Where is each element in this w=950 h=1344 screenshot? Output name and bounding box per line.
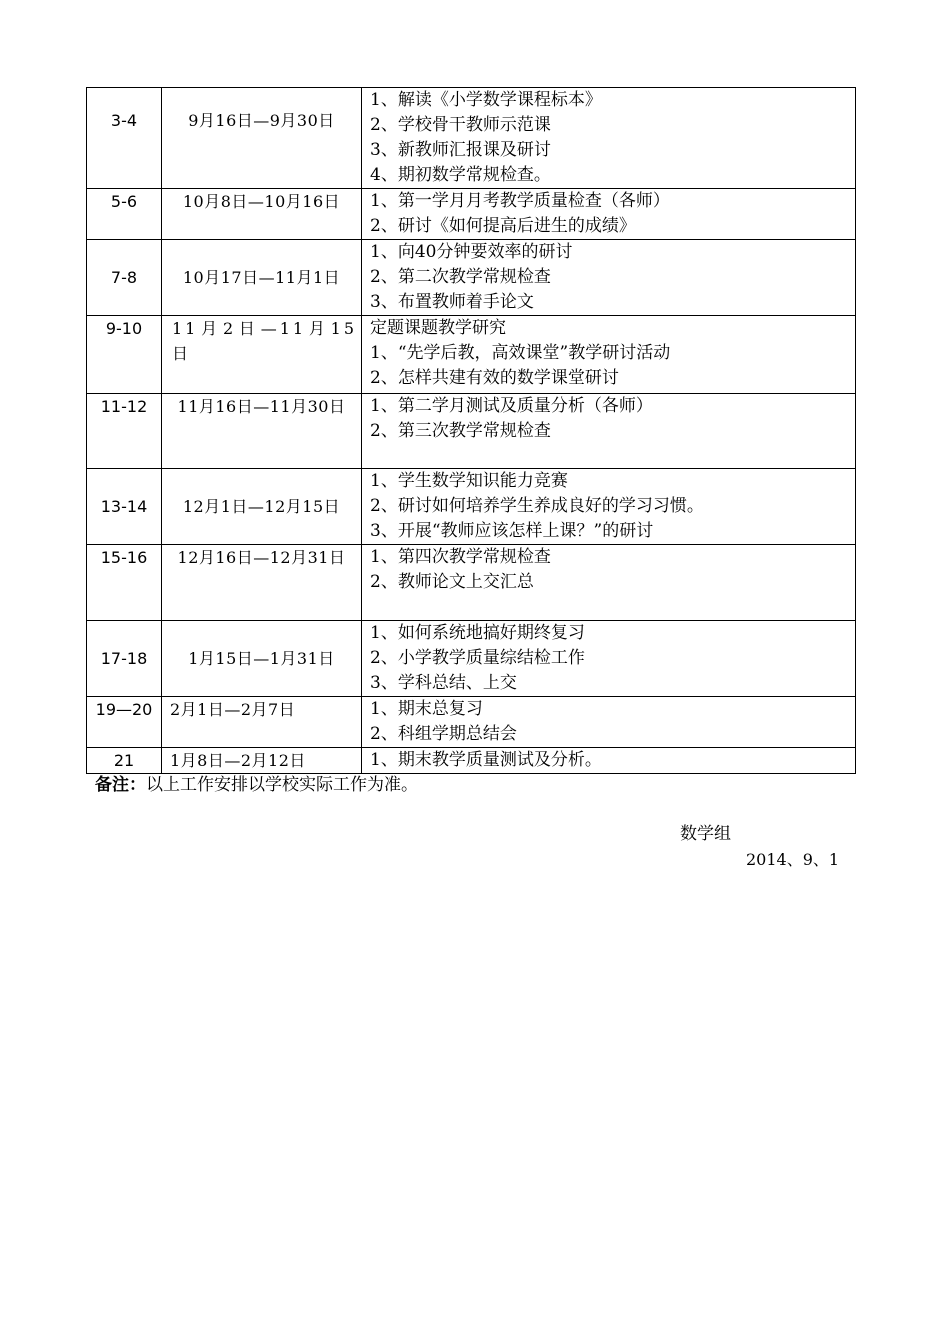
activity-item: 1、解读《小学数学课程标本》 [370, 90, 602, 110]
table-row [87, 697, 856, 748]
date-cell: 12月16日—12月31日 [162, 545, 362, 621]
activity-item: 1、期末总复习 [370, 699, 483, 719]
activity-item: 定题课题教学研究 [370, 318, 506, 338]
activity-item: 2、小学教学质量综结检工作 [370, 648, 585, 668]
activity-item: 3、布置教师着手论文 [370, 292, 534, 312]
activity-item: 1、第二学月测试及质量分析（各师） [370, 396, 653, 416]
table-row [87, 316, 856, 394]
date-cell: 2月1日—2月7日 [162, 697, 362, 748]
activity-cell [362, 621, 856, 697]
activity-cell [362, 748, 856, 774]
activity-cell [362, 189, 856, 240]
date-cell: 11月16日—11月30日 [162, 394, 362, 469]
week-cell: 15-16 [87, 545, 162, 621]
date-cell: 1月15日—1月31日 [162, 621, 362, 697]
remark [95, 773, 418, 798]
date-cell: 12月1日—12月15日 [162, 469, 362, 545]
signature-group: 数学组 [680, 824, 731, 844]
week-cell: 5-6 [87, 189, 162, 240]
date-cell: 9月16日—9月30日 [162, 88, 362, 189]
remark-label: 备注： [95, 775, 146, 795]
activity-cell [362, 545, 856, 621]
remark-text: 以上工作安排以学校实际工作为准。 [146, 775, 418, 795]
week-cell: 11-12 [87, 394, 162, 469]
activity-cell [362, 697, 856, 748]
activity-item: 2、研讨如何培养学生养成良好的学习习惯。 [370, 496, 704, 516]
activity-item: 2、研讨《如何提高后进生的成绩》 [370, 216, 636, 236]
activity-item: 1、期末教学质量测试及分析。 [370, 750, 602, 770]
activity-item: 1、学生数学知识能力竞赛 [370, 471, 568, 491]
activity-cell [362, 469, 856, 545]
activity-item: 1、第四次教学常规检查 [370, 547, 551, 567]
activity-item: 1、如何系统地搞好期终复习 [370, 623, 585, 643]
activity-item: 3、新教师汇报课及研讨 [370, 140, 551, 160]
table-row [87, 240, 856, 316]
date-cell: 10月8日—10月16日 [162, 189, 362, 240]
activity-item: 2、怎样共建有效的数学课堂研讨 [370, 368, 619, 388]
activity-item: 3、学科总结、上交 [370, 673, 517, 693]
activity-item: 2、科组学期总结会 [370, 724, 517, 744]
activity-cell [362, 316, 856, 394]
activity-item: 1、第一学月月考教学质量检查（各师） [370, 191, 670, 211]
table-row [87, 621, 856, 697]
activity-item: 4、期初数学常规检查。 [370, 165, 551, 185]
activity-item: 2、教师论文上交汇总 [370, 572, 534, 592]
signature-date: 2014、9、1 [746, 850, 840, 869]
date-cell: 11月2日—11月15日 [162, 316, 362, 394]
table-row [87, 189, 856, 240]
table-row [87, 748, 856, 774]
schedule-table [86, 87, 856, 774]
activity-cell [362, 88, 856, 189]
activity-cell [362, 394, 856, 469]
week-cell: 9-10 [87, 316, 162, 394]
activity-item: 2、学校骨干教师示范课 [370, 115, 551, 135]
table-row [87, 545, 856, 621]
week-cell: 13-14 [87, 469, 162, 545]
week-cell: 17-18 [87, 621, 162, 697]
week-cell: 3-4 [87, 88, 162, 189]
week-cell: 19—20 [87, 697, 162, 748]
table-row [87, 88, 856, 189]
date-cell: 10月17日—11月1日 [162, 240, 362, 316]
activity-item: 2、第三次教学常规检查 [370, 421, 551, 441]
activity-cell [362, 240, 856, 316]
table-row [87, 394, 856, 469]
activity-item: 1、“先学后教，高效课堂”教学研讨活动 [370, 343, 671, 363]
week-cell: 7-8 [87, 240, 162, 316]
activity-item: 1、向40分钟要效率的研讨 [370, 242, 573, 262]
table-row [87, 469, 856, 545]
activity-item: 3、开展“教师应该怎样上课？”的研讨 [370, 521, 654, 541]
activity-item: 2、第二次教学常规检查 [370, 267, 551, 287]
date-cell: 1月8日—2月12日 [162, 748, 362, 774]
week-cell: 21 [87, 748, 162, 774]
